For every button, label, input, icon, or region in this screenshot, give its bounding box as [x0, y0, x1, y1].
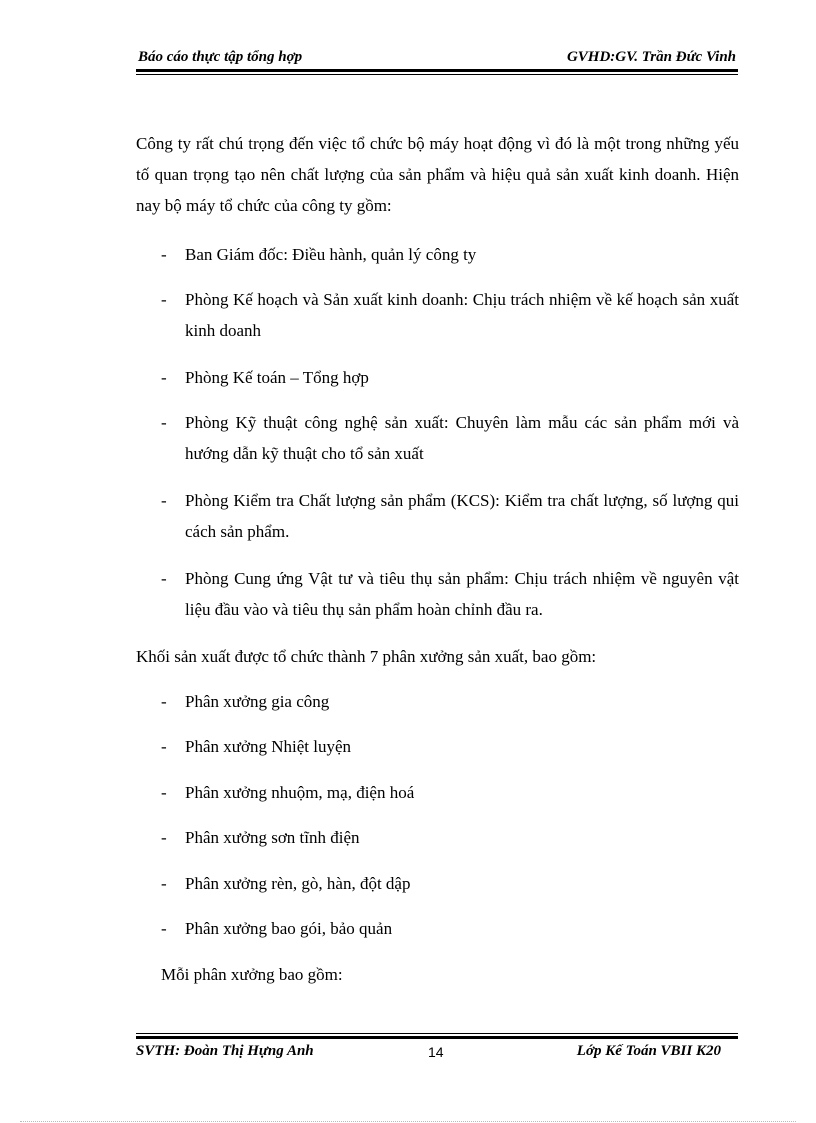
list-item-text: Phân xưởng nhuộm, mạ, điện hoá	[185, 783, 415, 802]
bullet-dash: -	[161, 692, 167, 711]
page-header	[136, 49, 738, 67]
bullet-dash: -	[161, 919, 167, 938]
bullet-dash: -	[161, 737, 167, 756]
bullet-dash: -	[161, 368, 167, 387]
bullet-dash: -	[161, 783, 167, 802]
bullet-dash: -	[161, 569, 167, 588]
list-item-text: Phân xưởng bao gói, bảo quản	[185, 919, 393, 938]
footer-class: Lớp Kế Toán VBII K20	[576, 1043, 721, 1059]
footer-rule-thick	[136, 1036, 738, 1039]
closing-line: Mỗi phân xưởng bao gồm:	[161, 965, 343, 984]
footer-rule-thin	[136, 1033, 738, 1034]
list-item-text: Phòng Kỹ thuật công nghệ sản xuất: Chuyên làm mẫu các sản phẩm mới và hướng dẫn kỹ thuật cho tổ sản xuất	[185, 413, 739, 463]
page-number: 14	[428, 1044, 444, 1060]
intro-paragraph: Công ty rất chú trọng đến việc tổ chức bộ máy hoạt động vì đó là một trong những yếu tố quan trọng tạo nên chất lượng của sản phẩm và hiệu quả sản xuất kinh doanh. Hiện nay bộ máy tổ chức của công ty gồm:	[136, 134, 739, 215]
list-item-text: Ban Giám đốc: Điều hành, quản lý công ty	[185, 245, 477, 264]
header-rule-thick	[136, 69, 738, 72]
list-item-text: Phòng Kế toán – Tổng hợp	[185, 368, 369, 387]
list-item-text: Phòng Kế hoạch và Sản xuất kinh doanh: Chịu trách nhiệm về kế hoạch sản xuất kinh doanh	[185, 290, 739, 340]
bullet-dash: -	[161, 491, 167, 510]
bullet-dash: -	[161, 245, 167, 264]
header-report-title: Báo cáo thực tập tổng hợp	[138, 49, 303, 65]
production-intro: Khối sản xuất được tổ chức thành 7 phân xưởng sản xuất, bao gồm:	[136, 647, 597, 666]
footer-student: SVTH: Đoàn Thị Hựng Anh	[136, 1043, 314, 1059]
page-footer	[136, 1043, 721, 1061]
list-item-text: Phân xưởng Nhiệt luyện	[185, 737, 351, 756]
list-item-text: Phân xưởng sơn tĩnh điện	[185, 828, 360, 847]
list-item-text: Phân xưởng rèn, gò, hàn, đột dập	[185, 874, 411, 893]
list-item-text: Phòng Cung ứng Vật tư và tiêu thụ sản phẩm: Chịu trách nhiệm về nguyên vật liệu đầu vào và tiêu thụ sản phẩm hoàn chỉnh đầu ra.	[185, 569, 739, 619]
bullet-dash: -	[161, 828, 167, 847]
header-supervisor: GVHD:GV. Trần Đức Vinh	[566, 49, 736, 65]
bullet-dash: -	[161, 413, 167, 432]
list-item-text: Phòng Kiểm tra Chất lượng sản phẩm (KCS): Kiểm tra chất lượng, số lượng qui cách sản phẩm.	[185, 491, 739, 541]
page-edge-divider	[20, 1121, 796, 1122]
bullet-dash: -	[161, 874, 167, 893]
header-rule-thin	[136, 74, 738, 75]
list-item-text: Phân xưởng gia công	[185, 692, 330, 711]
bullet-dash: -	[161, 290, 167, 309]
